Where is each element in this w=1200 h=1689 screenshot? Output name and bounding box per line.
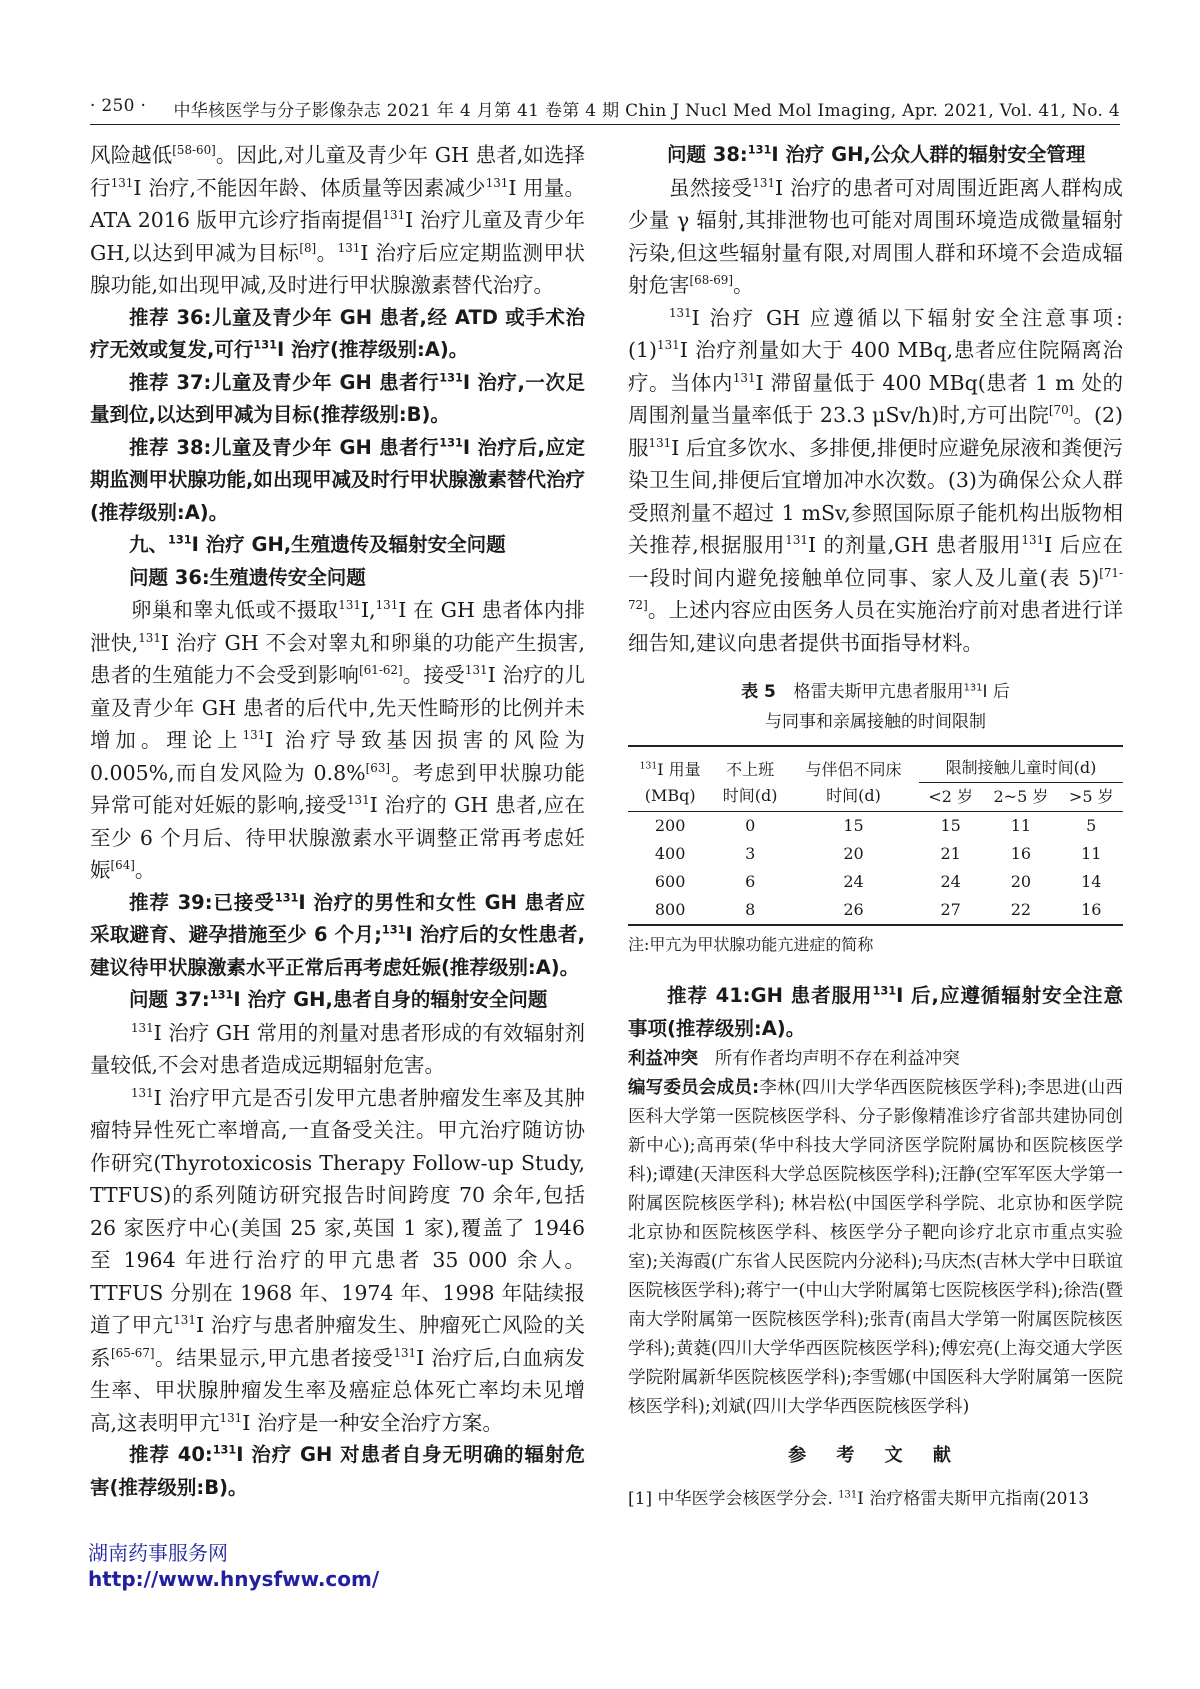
col-header-partner: 与伴侣不同床 时间(d): [805, 759, 902, 805]
table-note: 注:甲亢为甲状腺功能亢进症的简称: [628, 935, 874, 954]
paragraph-reproductive-safety: 卵巢和睾丸低或不摄取$^{131}$I,$^{131}$I 在 GH 患者体内排泄快,$^{131}$I 治疗 GH 不会对睾丸和卵巢的功能产生损害,患者的生殖能力不会受到影响[61-62]。接受$^{131}$I 治疗的儿童及青少年 GH 患者的后代中,先天性畸形的比例并未增加。理论上$^{131}$I 治疗导致基因损害的风险为 0.005%,而自发风险为 0.8%[63]。考虑到甲状腺功能异常可能对妊娠的影响,接受$^{131}$I 治疗的 GH 患者,应在至少 6 个月后、待甲状腺激素水平调整正常再考虑妊娠[64]。: [90, 598, 586, 882]
page-number: · 250 ·: [90, 96, 147, 116]
recommendation-38: 推荐 38:儿童及青少年 GH 患者行$^{131}$I 治疗后,应定期监测甲状腺功能,如出现甲减及时行甲状腺激素替代治疗(推荐级别:A)。: [90, 435, 585, 524]
committee-members: 编写委员会成员:李林(四川大学华西医院核医学科);李思进(山西医科大学第一医院核医学科、分子影像精准诊疗省部共建协同创新中心);高再荣(华中科技大学同济医学院附属协和医院核医学科);谭建(天津医科大学总医院核医学科);汪静(空军军医大学第一附属医院核医学科); 林岩松(中国医学科学院、北京协和医学院北京协和医院核医学科、核医学分子靶向诊疗北京市重点实验室);关海霞(广东省人民医院内分泌科);马庆杰(吉林大学中日联谊医院核医学科);蒋宁一(中山大学附属第七医院核医学科);徐浩(暨南大学附属第一医院核医学科);张青(南昌大学第一附属医院核医学科);黄蕤(四川大学华西医院核医学科);傅宏亮(上海交通大学医学院附属新华医院核医学科);李雪娜(中国医科大学附属第一医院核医学科);刘斌(四川大学华西医院核医学科): [628, 1078, 1123, 1417]
right-column: [628, 139, 1123, 1513]
paragraph-safety-rules: $^{131}$I 治疗 GH 应遵循以下辐射安全注意事项$:(1)^{131}I$ 治疗剂量如大于 400 MBq,患者应住院隔离治疗。当体内$^{131}$I 滞留量低于 400 MBq(患者 1 m 处的周围剂量当量率低于 23.3 μSv/h)时,方可出院[70]。(2)服$^{131}$I 后宜多饮水、多排便,排便时应避免尿液和粪便污染卫生间,排便后宜增加冲水次数。(3)为确保公众人群受照剂量不超过 1 mSv,参照国际原子能机构出版物相关推荐,根据服用$^{131}$I 的剂量,GH 患者服用$^{131}$I 后应在一段时间内避免接触单位同事、家人及儿童(表 5)[71-72]。上述内容应由医务人员在实施治疗前对患者进行详细告知,建议向患者提供书面指导材料。: [628, 305, 1124, 655]
table-row: 400 3 20 21 16 11: [654, 844, 1102, 863]
reference-item: [1] 中华医学会核医学分会. $^{131}$I 治疗格雷夫斯甲亢指南(2013: [628, 1488, 1090, 1509]
recommendation-39: 推荐 39:已接受$^{131}$I 治疗的男性和女性 GH 患者应采取避育、避孕措施至少 6 个月;$^{131}$I 治疗后的女性患者,建议待甲状腺激素水平正常后再考虑妊娠(推荐级别:A)。: [90, 890, 585, 979]
table-row: 200 0 15 15 11 5: [654, 816, 1097, 835]
running-header: [90, 92, 1120, 125]
references-heading: 参 考 文 献: [788, 1445, 963, 1466]
paragraph-children-dose: 风险越低[58-60]。因此,对儿童及青少年 GH 患者,如选择行$^{131}$I 治疗,不能因年龄、体质量等因素减少$^{131}$I 用量。ATA 2016 版甲亢诊疗指南提倡$^{131}$I 治疗儿童及青少年 GH,以达到甲减为目标[8]。$^{131}$I 治疗后应定期监测甲状腺功能,如出现甲减,及时进行甲状腺激素替代治疗。: [90, 143, 586, 297]
recommendation-41: 推荐 41:GH 患者服用$^{131}$I 后,应遵循辐射安全注意事项(推荐级别:A)。: [628, 984, 1123, 1040]
col-header-children: 限制接触儿童时间(d): [919, 746, 1123, 783]
table-5-caption: 表 5 格雷夫斯甲亢患者服用$^{131}$I 后 与同事和亲属接触的时间限制: [741, 682, 1010, 732]
col-header-over-5: >5 岁: [1068, 787, 1114, 806]
site-name: 湖南药事服务网: [88, 1541, 228, 1565]
recommendation-40: 推荐 40:$^{131}$I 治疗 GH 对患者自身无明确的辐射危害(推荐级别:B)。: [90, 1443, 585, 1499]
paragraph-patient-dose: $^{131}$I 治疗 GH 常用的剂量对患者形成的有效辐射剂量较低,不会对患者造成远期辐射危害。: [90, 1020, 585, 1077]
section-heading-9: 九、$^{131}$I 治疗 GH,生殖遗传及辐射安全问题: [129, 533, 506, 556]
recommendation-36: 推荐 36:儿童及青少年 GH 患者,经 ATD 或手术治疗无效或复发,可行$^{131}$I 治疗(推荐级别:A)。: [90, 305, 585, 361]
table-5: [628, 745, 1123, 926]
col-header-work: 不上班 时间(d): [722, 759, 778, 805]
site-url-link[interactable]: http://www.hnysfww.com/: [88, 1567, 380, 1591]
table-label: 表 5: [741, 682, 776, 702]
table-row: 800 8 26 27 22 16: [654, 900, 1102, 919]
site-watermark: [88, 1540, 379, 1592]
col-header-2-to-5: 2~5 岁: [993, 787, 1049, 806]
journal-citation: 中华核医学与分子影像杂志 2021 年 4 月第 41 卷第 4 期 Chin J Nucl Med Mol Imaging, Apr. 2021, Vol. 41, No. 4: [173, 101, 1120, 121]
question-36-heading: 问题 36:生殖遗传安全问题: [129, 565, 366, 589]
col-header-dose: $^{131}$I 用量 (MBq): [639, 759, 701, 805]
left-column: [90, 139, 585, 1504]
conflict-of-interest: 利益冲突 所有作者均声明不存在利益冲突: [628, 1049, 960, 1069]
paragraph-ttfus: $^{131}$I 治疗甲亢是否引发甲亢患者肿瘤发生率及其肿瘤特异性死亡率增高,一直备受关注。甲亢治疗随访协作研究(Thyrotoxicosis Therapy Follow-up Study, TTFUS)的系列随访研究报告时间跨度 70 余年,包括 26 家医疗中心(美国 25 家,英国 1 家),覆盖了 1946 至 1964 年进行治疗的甲亢患者 35 000 余人。TTFUS 分别在 1968 年、1974 年、1998 年陆续报道了甲亢$^{131}$I 治疗与患者肿瘤发生、肿瘤死亡风险的关系[65-67]。结果显示,甲亢患者接受$^{131}$I 治疗后,白血病发生率、甲状腺肿瘤发生率及癌症总体死亡率均未见增高,这表明甲亢$^{131}$I 治疗是一种安全治疗方案。: [90, 1085, 585, 1435]
question-38-heading: 问题 38:$^{131}$I 治疗 GH,公众人群的辐射安全管理: [667, 143, 1086, 166]
col-header-under-2: <2 岁: [928, 787, 973, 806]
paragraph-public-exposure: 虽然接受$^{131}$I 治疗的患者可对周围近距离人群构成少量 γ 辐射,其排泄物也可能对周围环境造成微量辐射污染,但这些辐射量有限,对周围人群和环境不会造成辐射危害[68-69]。: [628, 175, 1123, 297]
recommendation-37: 推荐 37:儿童及青少年 GH 患者行$^{131}$I 治疗,一次足量到位,以达到甲减为目标(推荐级别:B)。: [90, 370, 585, 426]
table-row: 600 6 24 24 20 14: [654, 872, 1102, 891]
question-37-heading: 问题 37:$^{131}$I 治疗 GH,患者自身的辐射安全问题: [129, 988, 548, 1011]
